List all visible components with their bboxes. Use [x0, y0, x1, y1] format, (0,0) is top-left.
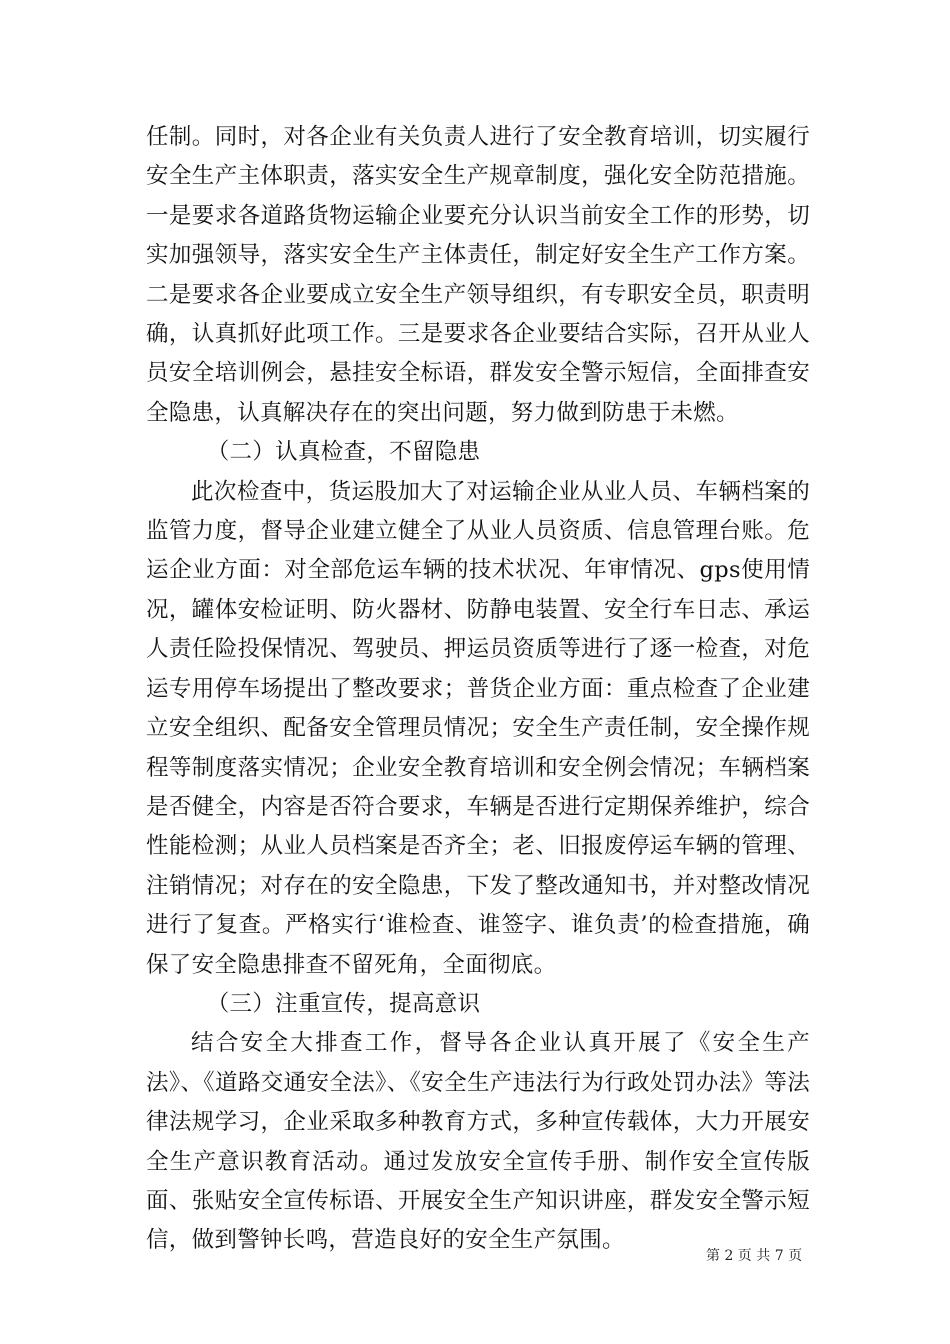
page-number: 第 2 页 共 7 页	[706, 1248, 803, 1264]
section-heading-inspection: （二）认真检查，不留隐患	[206, 439, 481, 466]
paragraph-responsibility-training: 任制。同时，对各企业有关负责人进行了安全教育培训，切实履行安全生产主体职责，落实安全生产规章制度，强化安全防范措施。一是要求各道路货物运输企业要充分认识当前安全工作的形势，切实加强领导，落实安全生产主体责任，制定好安全生产工作方案。二是要求各企业要成立安全生产领导组织，有专职安全员，职责明确，认真抓好此项工作。三是要求各企业要结合实际，召开从业人员安全培训例会，悬挂安全标语，群发安全警示短信，全面排查安全隐患，认真解决存在的突出问题，努力做到防患于未燃。	[146, 124, 810, 426]
section-heading-publicity: （三）注重宣传，提高意识	[206, 990, 481, 1017]
paragraph-inspection-details: 此次检查中，货运股加大了对运输企业从业人员、车辆档案的监管力度，督导企业建立健全了从业人员资质、信息管理台账。危运企业方面：对全部危运车辆的技术状况、年审情况、gps使用情况，罐体安检证明、防火器材、防静电装置、安全行车日志、承运人责任险投保情况、驾驶员、押运员资质等进行了逐一检查，对危运专用停车场提出了整改要求；普货企业方面：重点检查了企业建立安全组织、配备安全管理员情况；安全生产责任制，安全操作规程等制度落实情况；企业安全教育培训和安全例会情况；车辆档案是否健全，内容是否符合要求，车辆是否进行定期保养维护，综合性能检测；从业人员档案是否齐全；老、旧报废停运车辆的管理、注销情况；对存在的安全隐患，下发了整改通知书，并对整改情况进行了复查。严格实行‘谁检查、谁签字、谁负责’的检查措施，确保了安全隐患排查不留死角，全面彻底。	[146, 478, 810, 978]
paragraph-publicity-details: 结合安全大排查工作，督导各企业认真开展了《安全生产法》、《道路交通安全法》、《安全生产违法行为行政处罚办法》等法律法规学习，企业采取多种教育方式，多种宣传载体，大力开展安全生产意识教育活动。通过发放安全宣传手册、制作安全宣传版面、张贴安全宣传标语、开展安全生产知识讲座，群发安全警示短信，做到警钟长鸣，营造良好的安全生产氛围。	[146, 1030, 810, 1254]
document-body	[146, 118, 810, 1261]
